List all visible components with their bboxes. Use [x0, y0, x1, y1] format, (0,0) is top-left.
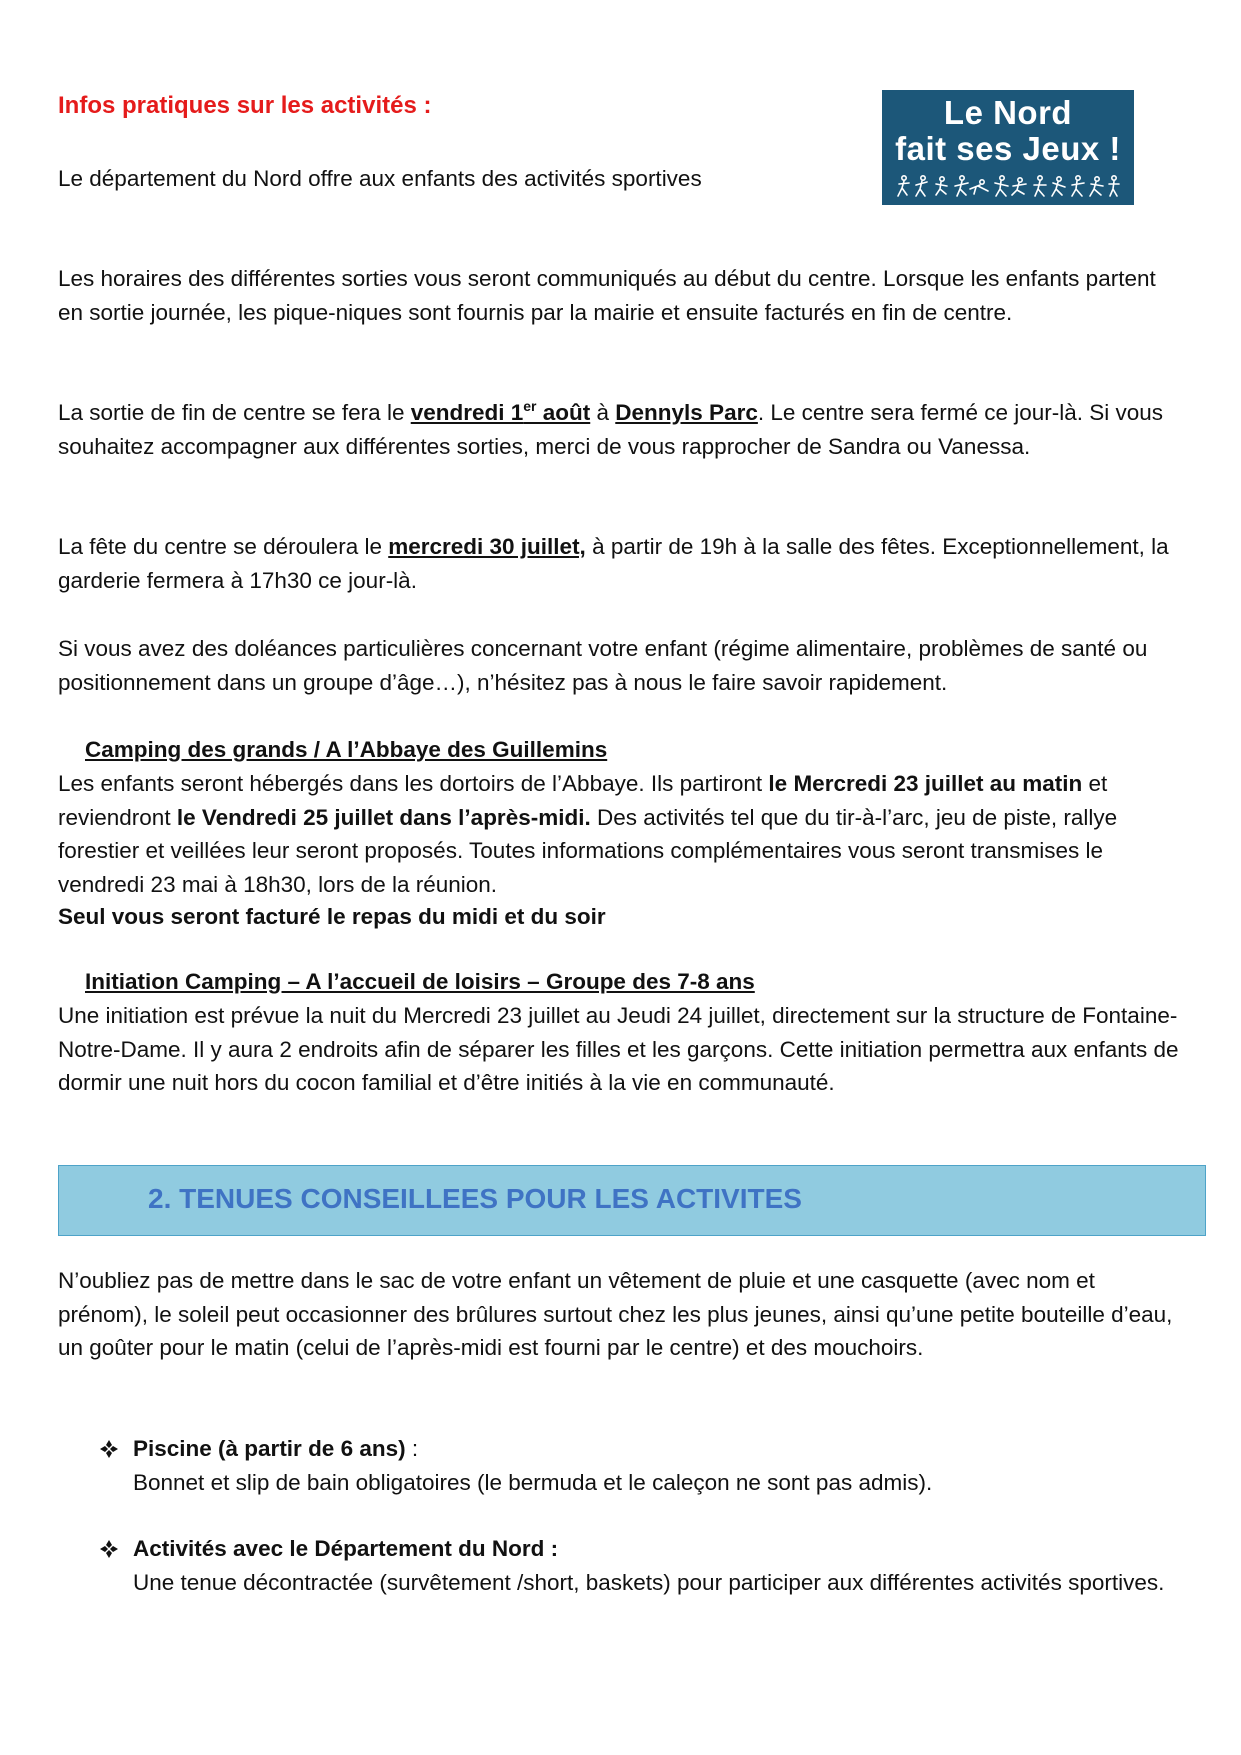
diamond-bullet-icon [98, 1538, 120, 1560]
camping-grands-title [85, 733, 1185, 767]
departement-text: Une tenue décontractée (survêtement /short, baskets) pour participer aux différentes activités sportives. [133, 1570, 1165, 1595]
sortie-date-day: vendredi 1 [410, 400, 524, 425]
camping-text-3: Des activités tel que du tir-à-l’arc, jeu de piste, rallye forestier et veillées leur seront proposés. Toutes informations complémentaires vous seront transmises le vendredi 23 mai à 18h30, lors de la réunion. [58, 804, 1118, 897]
camping-text-1: Les enfants seront hébergés dans les dortoirs de l’Abbaye. Ils partiront [58, 771, 769, 796]
piscine-title: Piscine (à partir de 6 ans) [133, 1436, 406, 1461]
section-2-title: 2. TENUES CONSEILLEES POUR LES ACTIVITES [148, 1183, 802, 1214]
departement-title-line [133, 1532, 1183, 1566]
sortie-place: Dennyls Parc [615, 400, 758, 425]
sortie-text-3: . Le centre sera fermé ce jour-là. Si vous souhaitez accompagner aux différentes sorties, merci de vous rapprocher de Sandra ou Vanessa. [58, 400, 1164, 459]
paragraph-tenues-intro: N’oubliez pas de mettre dans le sac de votre enfant un vêtement de pluie et une casquette (avec nom et prénom), le soleil peut occasionner des brûlures surtout chez les plus jeunes, ainsi qu’une petite bouteille d’eau, un goûter pour le matin (celui de l’après-midi est fourni par le centre) et des mouchoirs. [58, 1268, 1173, 1361]
page-title: Infos pratiques sur les activités : [58, 92, 432, 119]
list-item-departement [0, 1532, 1241, 1642]
list-item-piscine [0, 1432, 1241, 1512]
logo-le-nord-fait-ses-jeux [882, 90, 1134, 205]
fete-text-2: à partir de 19h à la salle des fêtes. Exceptionnellement, la garderie fermera à 17h30 ce jour-là. [58, 534, 1169, 593]
departement-title: Activités avec le Département du Nord : [133, 1536, 559, 1561]
camping-grands-title-text: Camping des grands / A l’Abbaye des Guillemins [85, 737, 608, 762]
paragraph-doleances: Si vous avez des doléances particulières concernant votre enfant (régime alimentaire, problèmes de santé ou positionnement dans un groupe d’âge…), n’hésitez pas à nous le faire savoir rapidement. [58, 636, 1148, 695]
camping-text-2: et reviendront [58, 771, 1108, 830]
camping-retour: le Vendredi 25 juillet dans l’après-midi. [176, 804, 591, 830]
piscine-text: Bonnet et slip de bain obligatoires (le bermuda et le caleçon ne sont pas admis). [133, 1470, 933, 1495]
logo-line-2: fait ses Jeux ! [895, 130, 1121, 167]
paragraph-camping-grands [58, 767, 1182, 901]
section-2-header [58, 1165, 1206, 1236]
camping-depart: le Mercredi 23 juillet au matin [768, 771, 1083, 796]
paragraph-horaires: Les horaires des différentes sorties vous seront communiqués au début du centre. Lorsque les enfants partent en sortie journée, les pique-niques sont fournis par la mairie et ensuite facturés en fin de centre. [58, 266, 1156, 325]
sports-pictograms-icon [896, 174, 1120, 198]
piscine-title-suffix: : [405, 1436, 419, 1461]
paragraph-sortie [58, 396, 1182, 463]
initiation-title-text: Initiation Camping – A l’accueil de loisirs – Groupe des 7-8 ans [85, 969, 755, 994]
fete-date: mercredi 30 juillet, [388, 534, 586, 559]
paragraph-fete [58, 530, 1182, 597]
sortie-date-sup: er [523, 398, 537, 414]
paragraph-initiation: Une initiation est prévue la nuit du Mercredi 23 juillet au Jeudi 24 juillet, directement sur la structure de Fontaine-Notre-Dame. Il y aura 2 endroits afin de séparer les filles et les garçons. Cette initiation permettra aux enfants de dormir une nuit hors du cocon familial et d’être initiés à la vie en communauté. [58, 1003, 1179, 1096]
fete-text-1: La fête du centre se déroulera le [58, 534, 389, 559]
sortie-date-month: août [536, 400, 591, 425]
piscine-title-line [133, 1432, 1183, 1466]
diamond-bullet-icon [98, 1438, 120, 1460]
sortie-text-1: La sortie de fin de centre se fera le [58, 400, 411, 425]
logo-line-1: Le Nord [943, 94, 1073, 131]
initiation-title [85, 965, 1185, 999]
sortie-text-2: à [590, 400, 616, 425]
intro-text: Le département du Nord offre aux enfants des activités sportives [58, 166, 702, 191]
camping-note: Seul vous seront facturé le repas du midi et du soir [58, 904, 606, 929]
sortie-date [411, 400, 591, 425]
